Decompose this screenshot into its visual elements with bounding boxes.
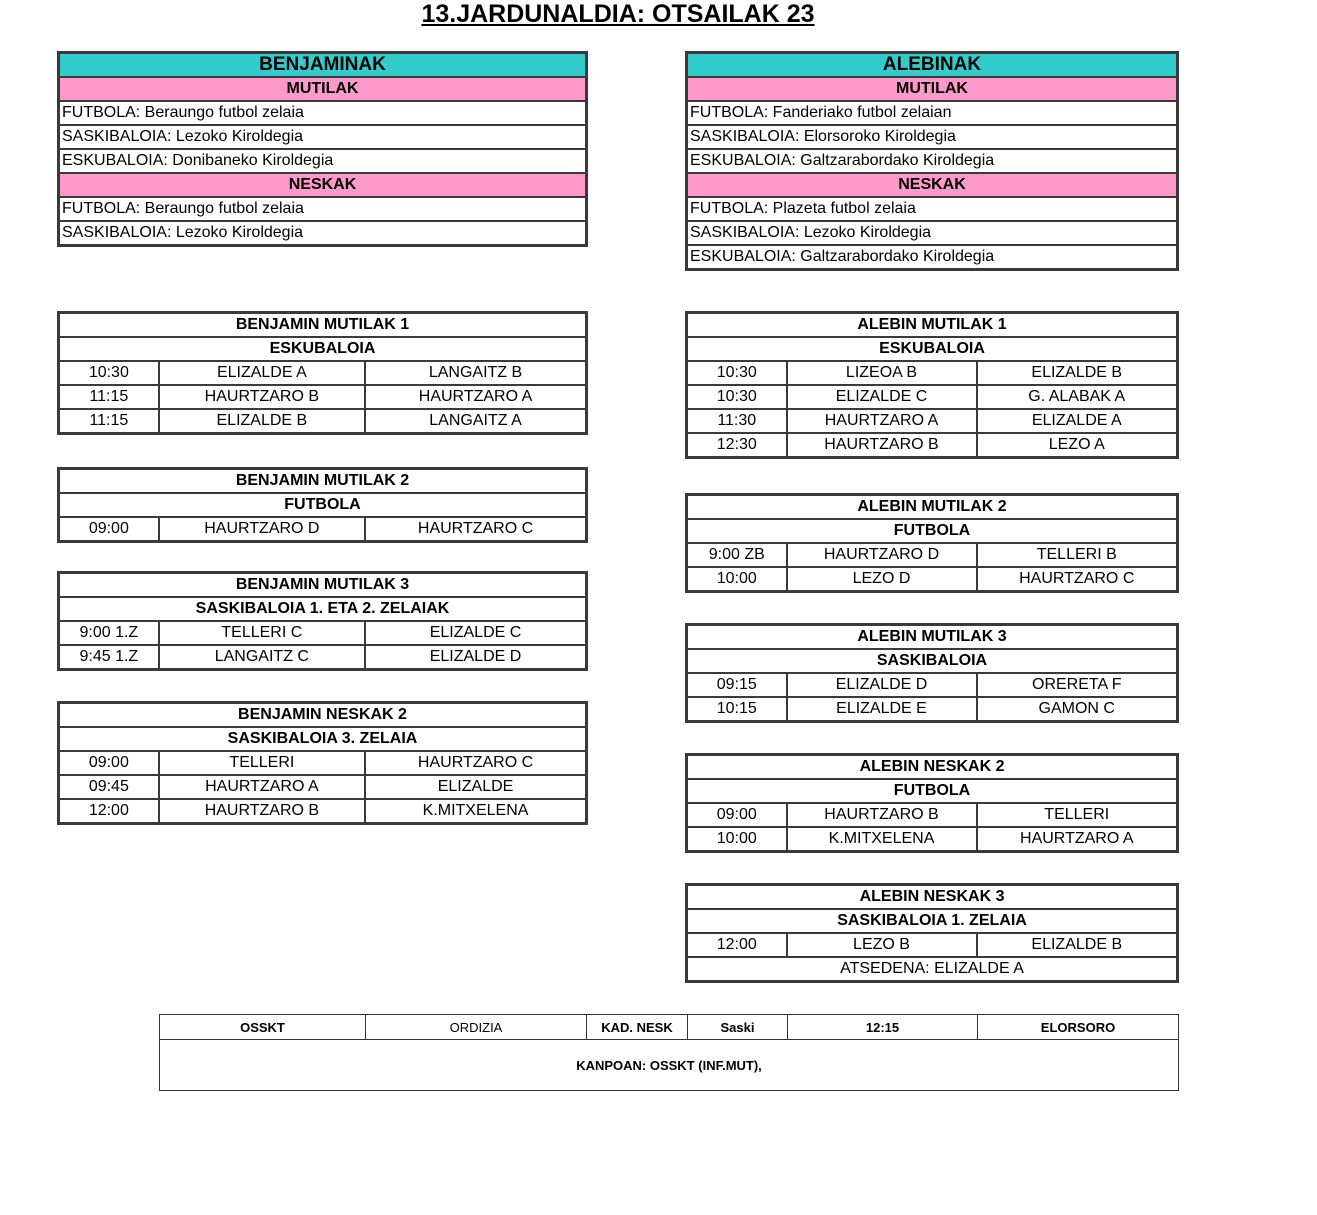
venues-mutilak-label: MUTILAK: [687, 77, 1178, 101]
match-home: ELIZALDE C: [787, 385, 977, 409]
match-away: HAURTZARO C: [365, 751, 586, 775]
group-table: [685, 623, 1179, 723]
match-time: 10:15: [687, 697, 787, 722]
group-sport: SASKIBALOIA 1. ZELAIA: [687, 909, 1178, 933]
match-home: TELLERI: [159, 751, 365, 775]
table-row: [687, 827, 1178, 852]
match-home: K.MITXELENA: [787, 827, 977, 852]
match-time: 09:15: [687, 673, 787, 697]
match-away: ELIZALDE A: [977, 409, 1178, 433]
table-row: [687, 933, 1178, 957]
match-home: HAURTZARO B: [787, 433, 977, 458]
match-home: LANGAITZ C: [159, 645, 365, 670]
footer-cell: KAD. NESK: [587, 1015, 688, 1040]
match-home: HAURTZARO D: [159, 517, 365, 542]
table-row: [687, 361, 1178, 385]
table-row: [687, 543, 1178, 567]
group-sport: FUTBOLA: [59, 493, 587, 517]
match-away: ELIZALDE D: [365, 645, 586, 670]
table-row: [687, 803, 1178, 827]
match-away: LANGAITZ A: [365, 409, 586, 434]
venues-mutilak-label: MUTILAK: [59, 77, 587, 101]
footer-cell: ORDIZIA: [366, 1015, 587, 1040]
match-home: LEZO D: [787, 567, 977, 592]
venue-row: SASKIBALOIA: Lezoko Kiroldegia: [59, 221, 587, 246]
table-row: [687, 433, 1178, 458]
match-home: HAURTZARO B: [159, 385, 365, 409]
venue-row: ESKUBALOIA: Donibaneko Kiroldegia: [59, 149, 587, 173]
match-time: 12:00: [687, 933, 787, 957]
table-row: [59, 385, 587, 409]
table-row: [59, 517, 587, 542]
table-row: [687, 567, 1178, 592]
table-row: [59, 799, 587, 824]
match-time: 11:30: [687, 409, 787, 433]
group-sport: ESKUBALOIA: [59, 337, 587, 361]
group-title: ALEBIN MUTILAK 2: [687, 495, 1178, 520]
match-home: HAURTZARO A: [159, 775, 365, 799]
venue-row: ESKUBALOIA: Galtzarabordako Kiroldegia: [687, 245, 1178, 270]
match-away: ELIZALDE B: [977, 361, 1178, 385]
group-sport: FUTBOLA: [687, 779, 1178, 803]
venue-row: FUTBOLA: Beraungo futbol zelaia: [59, 101, 587, 125]
table-row: [59, 775, 587, 799]
match-time: 09:00: [59, 517, 159, 542]
match-time: 10:30: [59, 361, 159, 385]
group-table: [685, 311, 1179, 459]
match-time: 10:00: [687, 827, 787, 852]
table-row: [59, 621, 587, 645]
group-title: BENJAMIN MUTILAK 2: [59, 469, 587, 494]
group-table: [57, 571, 588, 671]
match-home: ELIZALDE D: [787, 673, 977, 697]
group-title: BENJAMIN MUTILAK 3: [59, 573, 587, 598]
page-title: 13.JARDUNALDIA: OTSAILAK 23: [421, 0, 815, 28]
match-time: 09:00: [687, 803, 787, 827]
match-time: 10:30: [687, 385, 787, 409]
match-time: 9:45 1.Z: [59, 645, 159, 670]
venues-neskak-label: NESKAK: [687, 173, 1178, 197]
group-title: ALEBIN MUTILAK 3: [687, 625, 1178, 650]
group-table: [57, 701, 588, 825]
footer-cell: Saski: [688, 1015, 788, 1040]
group-table: [57, 467, 588, 543]
match-away: ELIZALDE: [365, 775, 586, 799]
match-away: HAURTZARO C: [977, 567, 1178, 592]
match-home: LIZEOA B: [787, 361, 977, 385]
venue-row: FUTBOLA: Fanderiako futbol zelaian: [687, 101, 1178, 125]
group-title: ALEBIN NESKAK 3: [687, 885, 1178, 910]
table-row: [59, 751, 587, 775]
venues-neskak-label: NESKAK: [59, 173, 587, 197]
group-table: [685, 753, 1179, 853]
footer-note: KANPOAN: OSSKT (INF.MUT),: [160, 1040, 1179, 1091]
group-sport: FUTBOLA: [687, 519, 1178, 543]
match-home: HAURTZARO D: [787, 543, 977, 567]
group-rest: ATSEDENA: ELIZALDE A: [687, 957, 1178, 982]
group-title: BENJAMIN NESKAK 2: [59, 703, 587, 728]
match-away: G. ALABAK A: [977, 385, 1178, 409]
match-time: 11:15: [59, 385, 159, 409]
venue-row: ESKUBALOIA: Galtzarabordako Kiroldegia: [687, 149, 1178, 173]
group-table: [685, 493, 1179, 593]
group-sport: ESKUBALOIA: [687, 337, 1178, 361]
match-home: LEZO B: [787, 933, 977, 957]
match-time: 11:15: [59, 409, 159, 434]
venues-header: BENJAMINAK: [59, 53, 587, 78]
match-time: 10:30: [687, 361, 787, 385]
group-title: ALEBIN MUTILAK 1: [687, 313, 1178, 338]
venue-row: FUTBOLA: Plazeta futbol zelaia: [687, 197, 1178, 221]
footer-cell: ELORSORO: [978, 1015, 1179, 1040]
match-away: TELLERI B: [977, 543, 1178, 567]
footer-table: [159, 1014, 1179, 1091]
group-sport: SASKIBALOIA: [687, 649, 1178, 673]
match-away: ORERETA F: [977, 673, 1178, 697]
match-away: LEZO A: [977, 433, 1178, 458]
match-away: HAURTZARO C: [365, 517, 586, 542]
match-away: LANGAITZ B: [365, 361, 586, 385]
match-away: ELIZALDE C: [365, 621, 586, 645]
match-away: HAURTZARO A: [977, 827, 1178, 852]
match-home: ELIZALDE B: [159, 409, 365, 434]
venues-alebinak: [685, 51, 1179, 271]
match-time: 9:00 ZB: [687, 543, 787, 567]
match-time: 10:00: [687, 567, 787, 592]
match-time: 12:30: [687, 433, 787, 458]
group-table: [57, 311, 588, 435]
footer-cell: OSSKT: [160, 1015, 366, 1040]
table-row: [59, 409, 587, 434]
match-time: 9:00 1.Z: [59, 621, 159, 645]
group-title: BENJAMIN MUTILAK 1: [59, 313, 587, 338]
table-row: [59, 645, 587, 670]
match-away: K.MITXELENA: [365, 799, 586, 824]
footer-cell: 12:15: [788, 1015, 978, 1040]
venues-benjaminak: [57, 51, 588, 247]
match-time: 09:45: [59, 775, 159, 799]
match-time: 12:00: [59, 799, 159, 824]
match-away: GAMON C: [977, 697, 1178, 722]
match-away: HAURTZARO A: [365, 385, 586, 409]
match-home: HAURTZARO A: [787, 409, 977, 433]
table-row: [687, 673, 1178, 697]
table-row: [59, 361, 587, 385]
venue-row: SASKIBALOIA: Elorsoroko Kiroldegia: [687, 125, 1178, 149]
venue-row: SASKIBALOIA: Lezoko Kiroldegia: [59, 125, 587, 149]
match-away: ELIZALDE B: [977, 933, 1178, 957]
match-home: HAURTZARO B: [787, 803, 977, 827]
venues-header: ALEBINAK: [687, 53, 1178, 78]
match-home: HAURTZARO B: [159, 799, 365, 824]
group-table: [685, 883, 1179, 983]
match-home: ELIZALDE E: [787, 697, 977, 722]
table-row: [687, 385, 1178, 409]
group-sport: SASKIBALOIA 3. ZELAIA: [59, 727, 587, 751]
match-time: 09:00: [59, 751, 159, 775]
match-away: TELLERI: [977, 803, 1178, 827]
match-home: TELLERI C: [159, 621, 365, 645]
venue-row: FUTBOLA: Beraungo futbol zelaia: [59, 197, 587, 221]
group-title: ALEBIN NESKAK 2: [687, 755, 1178, 780]
table-row: [687, 697, 1178, 722]
venue-row: SASKIBALOIA: Lezoko Kiroldegia: [687, 221, 1178, 245]
table-row: [687, 409, 1178, 433]
group-sport: SASKIBALOIA 1. ETA 2. ZELAIAK: [59, 597, 587, 621]
match-home: ELIZALDE A: [159, 361, 365, 385]
